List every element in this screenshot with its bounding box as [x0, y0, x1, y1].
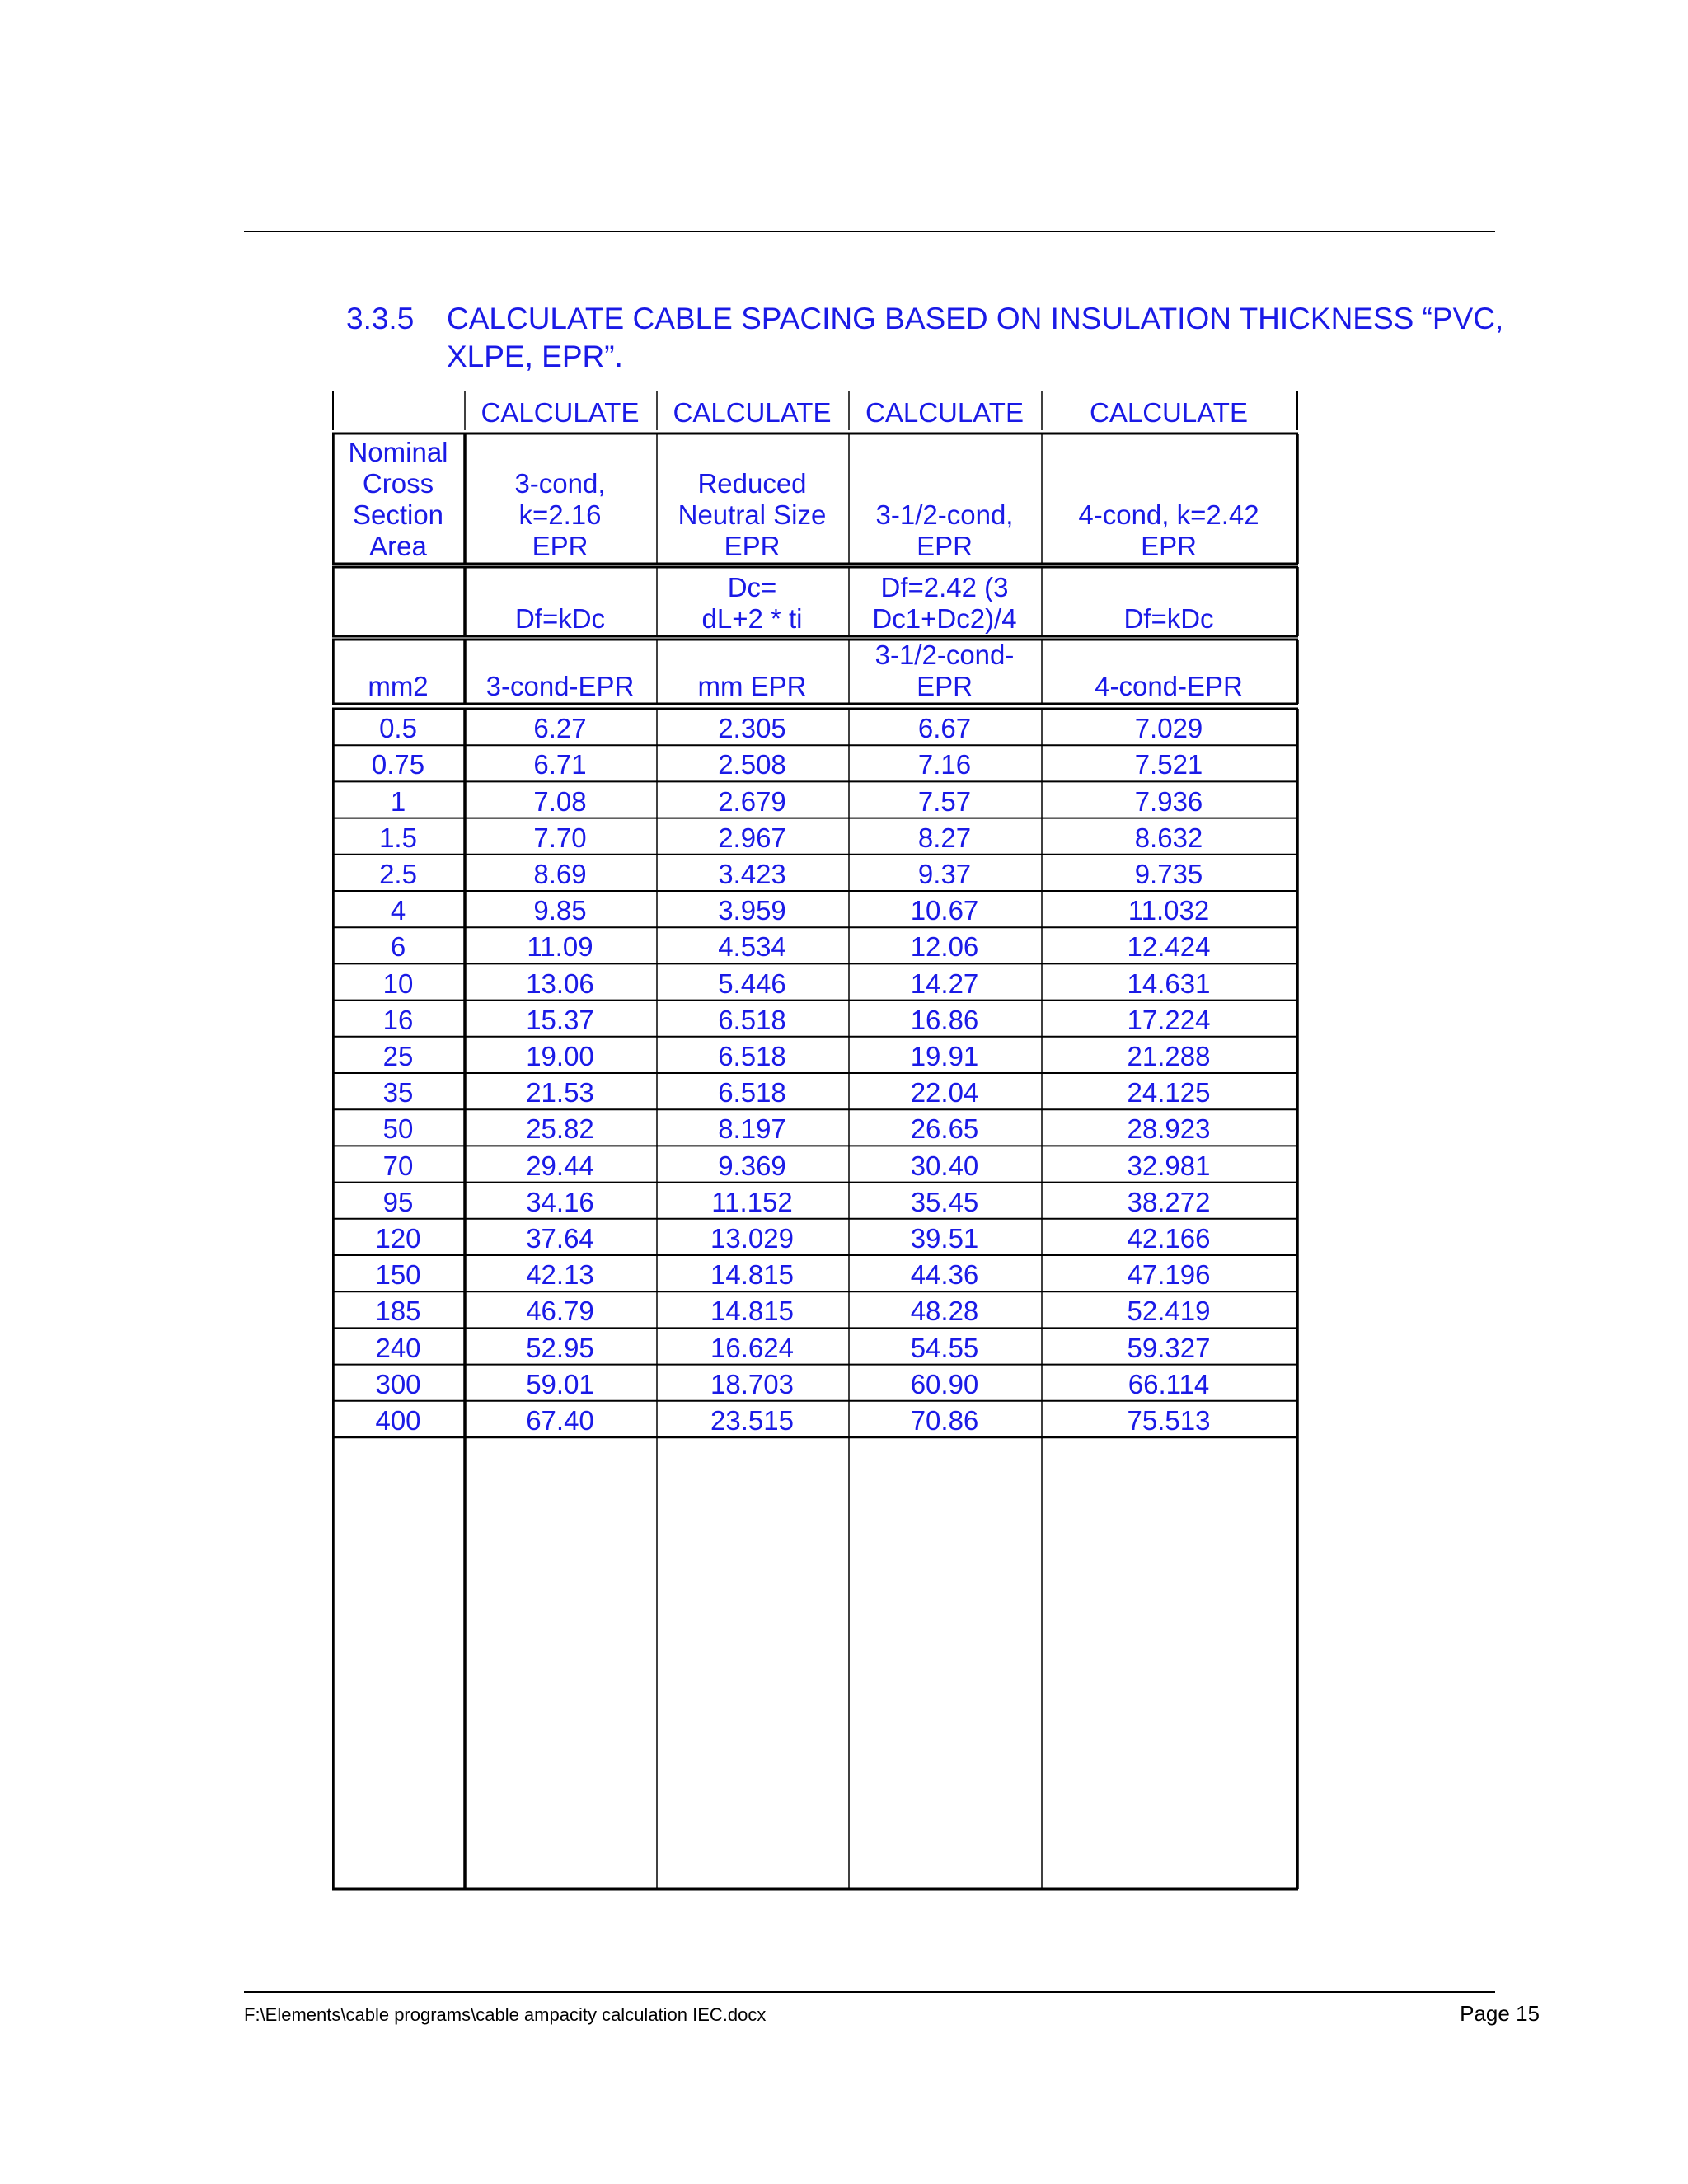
table-cell: 16.86 [910, 1004, 979, 1035]
table-cell: 3.423 [718, 858, 786, 889]
table-cell: 8.69 [533, 858, 587, 889]
table-cell: 52.95 [526, 1332, 594, 1363]
table-cell: 7.029 [1134, 713, 1203, 744]
table-cell: 300 [375, 1368, 421, 1399]
table-cell: 15.37 [526, 1004, 594, 1035]
table-cell: 2.967 [718, 822, 786, 853]
table-cell: 9.369 [718, 1150, 786, 1181]
table-cell: 59.01 [526, 1368, 594, 1399]
table-cell: 14.815 [710, 1296, 794, 1327]
footer-rule [244, 1991, 1495, 1993]
header-unit-line: mm2 [368, 671, 429, 701]
table-cell: 9.735 [1134, 858, 1203, 889]
header-formula-line: Df=kDc [514, 603, 606, 634]
header-unit-line: 3-1/2-cond- [874, 640, 1015, 670]
table-cell: 120 [375, 1222, 421, 1254]
header-unit [656, 671, 848, 702]
table-cell: 35.45 [910, 1186, 979, 1217]
table-cell: 8.197 [718, 1113, 786, 1145]
table-cell: 19.91 [910, 1040, 979, 1071]
table-cell: 4.534 [718, 931, 786, 963]
footer-file-path: F:\Elements\cable programs\cable ampacity calculation IEC.docx [244, 2004, 767, 2025]
table-cell: 50 [382, 1113, 414, 1145]
header-description-line: 4-cond, k=2.42 [1078, 499, 1259, 530]
table-cell: 16.624 [710, 1332, 794, 1363]
table-cell: 37.64 [526, 1222, 594, 1254]
header-unit [848, 640, 1041, 702]
table-cell: 44.36 [910, 1259, 979, 1291]
section-number: 3.3.5 [346, 302, 415, 335]
table-cell: 185 [375, 1296, 421, 1327]
table-cell: 24.125 [1127, 1077, 1211, 1108]
table-cell: 95 [382, 1186, 414, 1217]
table-cell: 35 [382, 1077, 414, 1108]
table-cell: 38.272 [1127, 1186, 1211, 1217]
header-formula [1041, 603, 1296, 635]
header-description-line: Nominal [348, 437, 448, 467]
table-cell: 10 [382, 968, 414, 999]
table-cell: 9.85 [533, 895, 587, 926]
header-description-line: k=2.16 [518, 499, 602, 530]
table-cell: 12.06 [910, 931, 979, 963]
table-cell: 70.86 [910, 1404, 979, 1436]
table-cell: 0.5 [379, 713, 417, 744]
header-formula [656, 572, 848, 635]
section-title: CALCULATE CABLE SPACING BASED ON INSULATION THICKNESS “PVC, XLPE, EPR”. [447, 302, 1504, 373]
table-cell: 14.27 [910, 968, 979, 999]
table-cell: 150 [375, 1259, 421, 1291]
table-cell: 400 [375, 1404, 421, 1436]
table-cell: 54.55 [910, 1332, 979, 1363]
table-cell: 32.981 [1127, 1150, 1211, 1181]
table-cell: 11.152 [711, 1186, 793, 1217]
table-cell: 240 [375, 1332, 421, 1363]
header-description-line: EPR [917, 531, 973, 561]
header-formula [464, 603, 656, 635]
table-cell: 52.419 [1127, 1296, 1211, 1327]
table-cell: 2.679 [718, 785, 786, 817]
header-description-line: Area [369, 531, 427, 561]
table-cell: 59.327 [1127, 1332, 1211, 1363]
table-cell: 17.224 [1127, 1004, 1211, 1035]
table-cell: 60.90 [910, 1368, 979, 1399]
table-cell: 2.305 [718, 713, 786, 744]
table-cell: 7.16 [917, 749, 972, 780]
table-cell: 21.288 [1127, 1040, 1211, 1071]
table-cell: 11.09 [527, 931, 593, 963]
table-cell: 29.44 [526, 1150, 594, 1181]
header-description-line: 3-cond, [514, 468, 606, 499]
table-cell: 46.79 [526, 1296, 594, 1327]
header-description-line: Cross [362, 468, 434, 499]
table-cell: 6.27 [533, 713, 587, 744]
header-formula [848, 572, 1041, 635]
table-cell: 6.518 [718, 1004, 786, 1035]
header-description-line: EPR [532, 531, 588, 561]
table-cell: 9.37 [917, 858, 972, 889]
header-formula-line: Df=kDc [1123, 603, 1214, 634]
table-cell: 21.53 [526, 1077, 594, 1108]
cable-spacing-table [332, 391, 1299, 1893]
header-calculate: CALCULATE [1090, 397, 1248, 428]
table-cell: 39.51 [910, 1222, 979, 1254]
table-cell: 42.13 [526, 1259, 594, 1291]
table-cell: 2.5 [379, 858, 417, 889]
header-calculate: CALCULATE [481, 397, 640, 428]
header-unit [464, 671, 656, 702]
table-cell: 34.16 [526, 1186, 594, 1217]
table-cell: 14.631 [1127, 968, 1211, 999]
header-description [1041, 499, 1296, 562]
footer-page-number: Page 15 [1460, 2001, 1540, 2026]
header-description [848, 499, 1041, 562]
table-cell: 1.5 [379, 822, 417, 853]
table-cell: 5.446 [718, 968, 786, 999]
table-cell: 8.27 [917, 822, 972, 853]
table-cell: 70 [382, 1150, 414, 1181]
table-cell: 7.70 [533, 822, 587, 853]
header-formula-line: Dc= [727, 572, 777, 602]
header-unit [332, 671, 464, 702]
table-cell: 26.65 [910, 1113, 979, 1145]
table-cell: 14.815 [710, 1259, 794, 1291]
header-formula-line: dL+2 * ti [701, 603, 803, 634]
header-unit [1041, 671, 1296, 702]
header-description-line: Neutral Size [678, 499, 827, 530]
header-description-line: EPR [724, 531, 781, 561]
header-description-line: Reduced [697, 468, 807, 499]
table-cell: 2.508 [718, 749, 786, 780]
table-cell: 42.166 [1127, 1222, 1211, 1254]
table-cell: 1 [390, 785, 406, 817]
header-formula-line: Dc1+Dc2)/4 [872, 603, 1017, 634]
table-cell: 25.82 [526, 1113, 594, 1145]
header-unit-line: EPR [917, 671, 973, 701]
table-cell: 3.959 [718, 895, 786, 926]
header-description-line: Section [352, 499, 444, 530]
header-description-line: 3-1/2-cond, [875, 499, 1014, 530]
header-description [332, 437, 464, 562]
table-cell: 7.521 [1134, 749, 1203, 780]
table-cell: 67.40 [526, 1404, 594, 1436]
table-cell: 6 [390, 931, 406, 963]
table-cell: 7.57 [917, 785, 972, 817]
table-cell: 19.00 [526, 1040, 594, 1071]
table-cell: 18.703 [710, 1368, 794, 1399]
table-cell: 7.936 [1134, 785, 1203, 817]
table-cell: 0.75 [371, 749, 425, 780]
header-rule [244, 231, 1495, 232]
table-cell: 6.71 [533, 749, 587, 780]
header-calculate: CALCULATE [673, 397, 832, 428]
header-unit-line: 4-cond-EPR [1095, 671, 1243, 701]
header-description-line: EPR [1141, 531, 1197, 561]
table-cell: 7.08 [533, 785, 587, 817]
table-cell: 6.518 [718, 1040, 786, 1071]
table-cell: 22.04 [910, 1077, 979, 1108]
table-cell: 25 [382, 1040, 414, 1071]
table-cell: 10.67 [910, 895, 979, 926]
table-cell: 8.632 [1134, 822, 1203, 853]
header-unit-line: 3-cond-EPR [485, 671, 635, 701]
header-description [656, 468, 848, 562]
table-cell: 48.28 [910, 1296, 979, 1327]
table-cell: 11.032 [1128, 895, 1210, 926]
header-formula-line: Df=2.42 (3 [880, 572, 1009, 602]
table-cell: 23.515 [710, 1404, 794, 1436]
table-cell: 28.923 [1127, 1113, 1211, 1145]
header-calculate: CALCULATE [865, 397, 1024, 428]
header-unit-line: mm EPR [697, 671, 807, 701]
table-cell: 75.513 [1127, 1404, 1211, 1436]
header-description [464, 468, 656, 562]
table-cell: 13.029 [710, 1222, 794, 1254]
table-cell: 13.06 [526, 968, 594, 999]
table-cell: 6.67 [917, 713, 972, 744]
table-cell: 4 [390, 895, 406, 926]
table-cell: 66.114 [1128, 1368, 1210, 1399]
table-cell: 16 [382, 1004, 414, 1035]
table-cell: 47.196 [1127, 1259, 1211, 1291]
table-cell: 30.40 [910, 1150, 979, 1181]
table-cell: 6.518 [718, 1077, 786, 1108]
table-cell: 12.424 [1127, 931, 1211, 963]
